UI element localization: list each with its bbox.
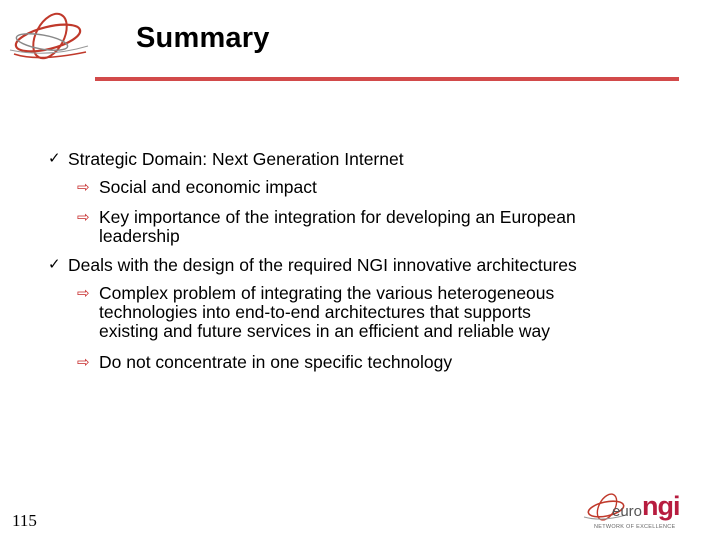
arrow-right-icon: ⇨ [77,354,90,371]
bullet-text: Deals with the design of the required NGI innovative architectures [68,255,577,275]
arrow-right-icon: ⇨ [77,209,90,226]
sub-bullet-text: Complex problem of integrating the various heterogeneous [99,283,555,303]
slide-title: Summary [136,22,270,54]
brand-tagline: NETWORK OF EXCELLENCE [594,524,676,530]
brand-euro-text: euro [612,503,643,520]
sub-bullet-text: Social and economic impact [99,177,317,197]
sub-bullet-text-continued: technologies into end-to-end architectures that supports [99,302,531,322]
checkmark-icon: ✓ [48,256,61,273]
brand-ngi-text: ngi [642,491,680,521]
bullet-text: Strategic Domain: Next Generation Internet [68,149,404,169]
sub-bullet-text: Do not concentrate in one specific technology [99,352,453,372]
checkmark-icon: ✓ [48,150,61,167]
arrow-right-icon: ⇨ [77,179,90,196]
sub-bullet-text-continued: existing and future services in an efficient and reliable way [99,321,551,341]
sub-bullet-text: Key importance of the integration for developing an European [99,207,576,227]
sub-bullet-text-continued: leadership [99,226,180,246]
page-number: 115 [12,511,37,530]
arrow-right-icon: ⇨ [77,285,90,302]
